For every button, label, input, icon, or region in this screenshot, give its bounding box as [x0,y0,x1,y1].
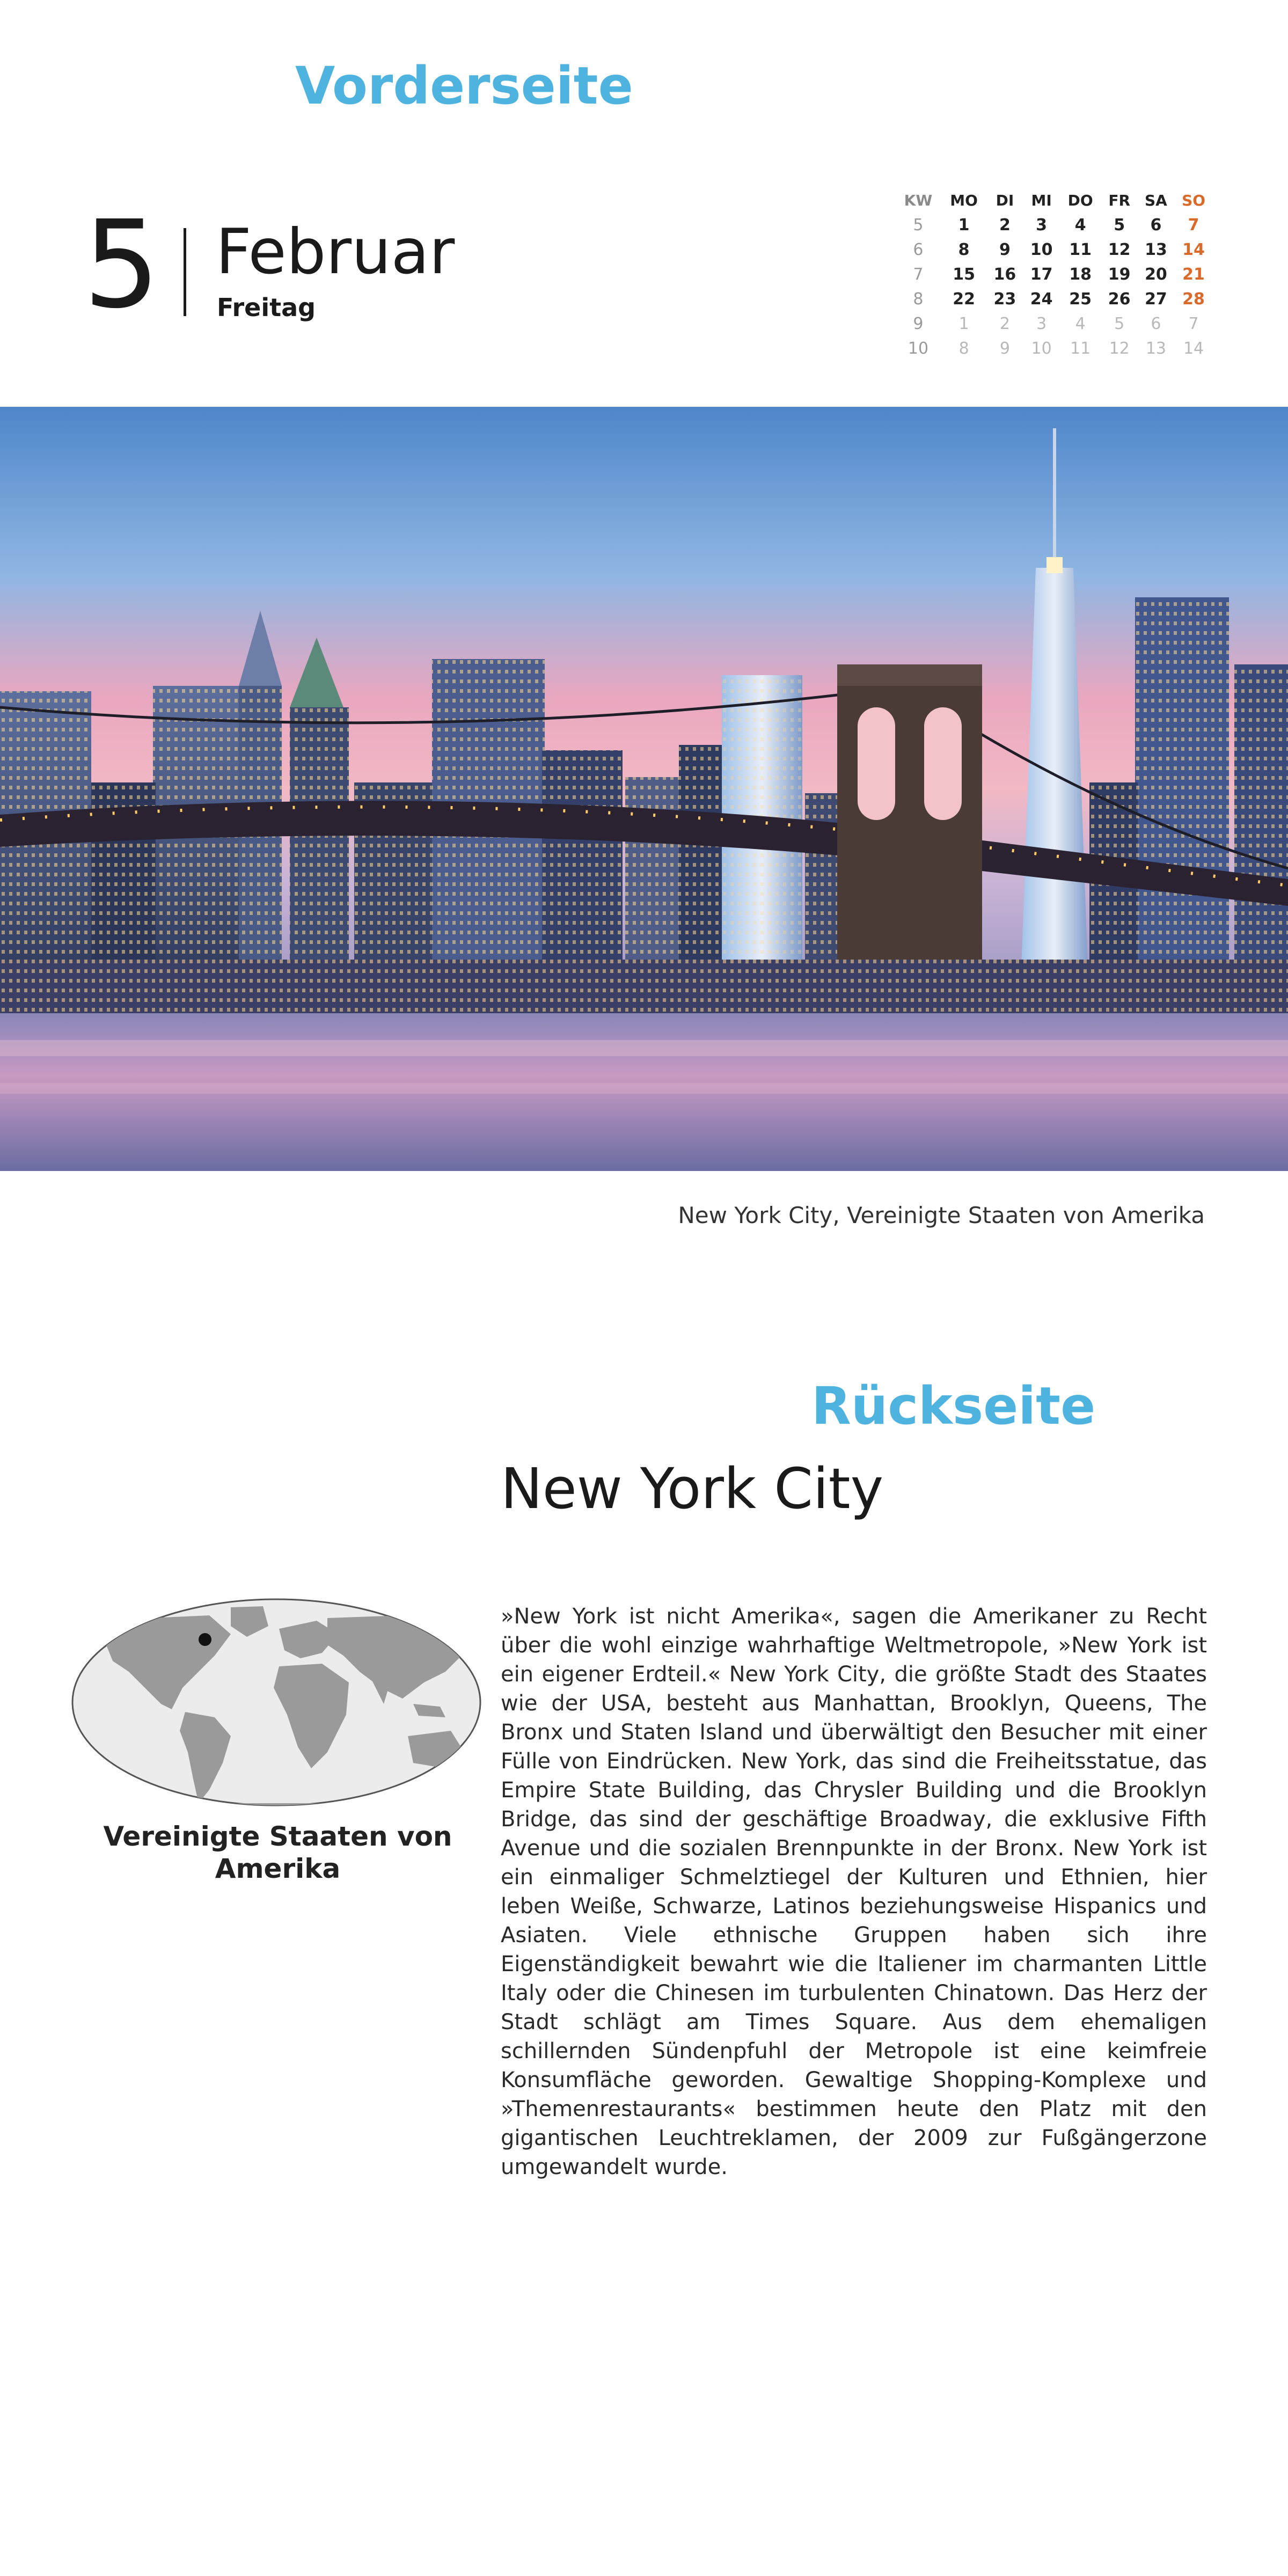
calendar-day: 2 [999,215,1011,235]
calendar-day: 13 [1145,339,1167,358]
location-marker-icon [199,1633,211,1646]
calendar-header-di: DI [996,191,1014,209]
calendar-day: 28 [1182,289,1205,309]
calendar-week-row [895,262,1213,287]
calendar-day: 7 [1188,314,1199,333]
calendar-week-number: 8 [913,289,924,309]
calendar-day: 21 [1182,265,1205,284]
calendar-day: 15 [953,265,975,284]
calendar-header-fr: FR [1108,191,1130,209]
calendar-day: 19 [1108,265,1131,284]
calendar-header-so: SO [1182,191,1206,209]
calendar-body [895,213,1213,361]
calendar-day: 8 [958,240,970,259]
calendar-day: 18 [1069,265,1092,284]
calendar-day: 4 [1074,215,1086,235]
calendar-day: 9 [999,240,1011,259]
calendar-day: 7 [1188,215,1199,235]
map-caption: Vereinigte Staaten von Amerika [103,1821,452,1884]
calendar-day: 24 [1030,289,1053,309]
month-name: Februar [216,216,455,288]
weekday: Freitag [217,293,316,322]
calendar-day: 26 [1108,289,1131,309]
calendar-day: 10 [1031,339,1052,358]
article-title: New York City [501,1456,884,1521]
calendar-day: 8 [958,339,969,358]
calendar-day: 20 [1145,265,1167,284]
calendar-day: 6 [1150,215,1162,235]
calendar-week-number: 9 [913,314,924,333]
calendar-week-row [895,311,1213,336]
calendar-day: 17 [1030,265,1053,284]
calendar-week-number: 6 [913,240,924,259]
calendar-day: 6 [1151,314,1161,333]
world-map [70,1597,483,1809]
calendar-day: 12 [1109,339,1130,358]
calendar-week-number: 5 [913,215,924,235]
calendar-header-sa: SA [1145,191,1167,209]
calendar-day: 9 [999,339,1010,358]
skyline-photo [0,407,1288,1171]
day-number: 5 [83,195,160,335]
calendar-header-do: DO [1067,191,1093,209]
calendar-day: 14 [1183,339,1204,358]
calendar-header-row [895,188,1213,213]
calendar-day: 16 [993,265,1016,284]
calendar-day: 11 [1070,339,1091,358]
calendar-day: 12 [1108,240,1131,259]
calendar-week-number: 10 [908,339,929,358]
calendar-header-kw: KW [904,191,933,209]
calendar-week-row [895,237,1213,262]
calendar-day: 11 [1069,240,1092,259]
calendar-day: 5 [1114,314,1125,333]
calendar-week-number: 7 [913,265,924,284]
calendar-day: 27 [1145,289,1167,309]
mini-calendar [895,188,1213,361]
front-side-label: Vorderseite [295,56,633,116]
calendar-header-mo: MO [950,191,978,209]
calendar-day: 23 [993,289,1016,309]
calendar-day: 10 [1030,240,1053,259]
calendar-day: 25 [1069,289,1092,309]
calendar-day: 5 [1114,215,1125,235]
calendar-day: 2 [999,314,1010,333]
calendar-day: 22 [953,289,975,309]
calendar-day: 14 [1182,240,1205,259]
calendar-week-row [895,213,1213,237]
calendar-day: 1 [958,215,970,235]
calendar-header-mi: MI [1031,191,1052,209]
calendar-week-row [895,336,1213,361]
calendar-week-row [895,287,1213,311]
article-body: »New York ist nicht Amerika«, sagen die Amerikaner zu Recht über die wohl einzige wahrhaftige Weltmetropole, »New York ist ein eigener Erdteil.« New York City, die größte Stadt des Staates wie der USA, besteht aus Manhattan, Brooklyn, Queens, The Bronx und Staten Island und überwältigt den Besucher mit einer Fülle von Eindrücken. New York, das sind die Freiheitsstatue, das Empire State Building, das Chrysler Building und die Brooklyn Bridge, das sind der geschäftige Broadway, die exklusive Fifth Avenue und die sozialen Brennpunkte in der Bronx. New York ist ein einmaliger Schmelztiegel der Kulturen und Ethnien, hier leben Weiße, Schwarze, Latinos beziehungsweise Hispanics und Asiaten. Viele ethnische Gruppen haben sich ihre Eigenständigkeit bewahrt wie die Italiener im charmanten Little Italy oder die Chinesen im turbulenten Chinatown. Das Herz der Stadt schlägt am Times Square. Aus dem ehemaligen schillernden Sündenpfuhl der Metropole ist eine keimfreie Konsumfläche geworden. Gewaltige Shopping-Komplexe und »Themenrestaurants« bestimmen heute den Platz mit den gigantischen Leuchtreklamen, der 2009 zur Fußgängerzone umgewandelt wurde. [501,1604,1207,2179]
photo-caption: New York City, Vereinigte Staaten von Amerika [678,1202,1205,1228]
calendar-day: 4 [1075,314,1086,333]
back-side-label: Rückseite [811,1376,1096,1436]
calendar-day: 3 [1036,215,1048,235]
calendar-day: 1 [958,314,969,333]
calendar-day: 3 [1036,314,1047,333]
calendar-day: 13 [1145,240,1167,259]
date-divider [184,228,186,316]
